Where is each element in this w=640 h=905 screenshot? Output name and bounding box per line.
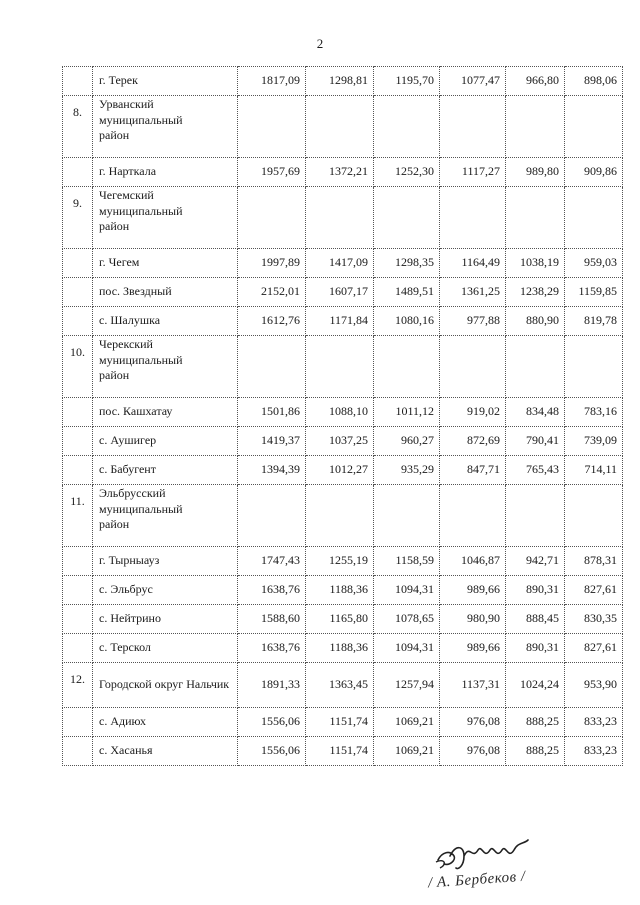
value-cell: 1069,21 xyxy=(374,737,440,766)
value-cell: 833,23 xyxy=(565,737,623,766)
value-cell: 1188,36 xyxy=(306,576,374,605)
value-cell: 872,69 xyxy=(440,427,506,456)
value-cell xyxy=(306,485,374,547)
locality-name: г. Терек xyxy=(93,67,238,96)
locality-name: с. Бабугент xyxy=(93,456,238,485)
table-row xyxy=(63,398,623,427)
value-cell: 980,90 xyxy=(440,605,506,634)
value-cell: 1117,27 xyxy=(440,158,506,187)
row-number xyxy=(63,427,93,456)
value-cell: 827,61 xyxy=(565,576,623,605)
table-row xyxy=(63,96,623,158)
value-cell: 1489,51 xyxy=(374,278,440,307)
value-cell: 827,61 xyxy=(565,634,623,663)
locality-name: с. Нейтрино xyxy=(93,605,238,634)
district-name: Эльбрусский муниципальный район xyxy=(93,485,238,547)
locality-name: пос. Кашхатау xyxy=(93,398,238,427)
value-cell: 1094,31 xyxy=(374,634,440,663)
value-cell: 989,66 xyxy=(440,634,506,663)
value-cell: 833,23 xyxy=(565,708,623,737)
value-cell: 1556,06 xyxy=(238,708,306,737)
locality-name: с. Хасанья xyxy=(93,737,238,766)
value-cell: 834,48 xyxy=(506,398,565,427)
table-body xyxy=(63,67,623,766)
table-row xyxy=(63,708,623,737)
locality-name: г. Тырныауз xyxy=(93,547,238,576)
value-cell: 1363,45 xyxy=(306,663,374,708)
table-row xyxy=(63,249,623,278)
value-cell: 1080,16 xyxy=(374,307,440,336)
value-cell: 977,88 xyxy=(440,307,506,336)
value-cell: 1417,09 xyxy=(306,249,374,278)
row-number xyxy=(63,278,93,307)
value-cell: 1394,39 xyxy=(238,456,306,485)
value-cell: 1419,37 xyxy=(238,427,306,456)
value-cell: 1817,09 xyxy=(238,67,306,96)
value-cell xyxy=(238,485,306,547)
value-cell: 1094,31 xyxy=(374,576,440,605)
value-cell xyxy=(306,96,374,158)
value-cell xyxy=(506,187,565,249)
district-name: Черекский муниципальный район xyxy=(93,336,238,398)
value-cell xyxy=(238,96,306,158)
value-cell: 1997,89 xyxy=(238,249,306,278)
value-cell: 819,78 xyxy=(565,307,623,336)
value-cell: 1069,21 xyxy=(374,708,440,737)
value-cell xyxy=(440,336,506,398)
value-cell: 1037,25 xyxy=(306,427,374,456)
row-number xyxy=(63,158,93,187)
value-cell: 1255,19 xyxy=(306,547,374,576)
district-name: Чегемский муниципальный район xyxy=(93,187,238,249)
value-cell: 1891,33 xyxy=(238,663,306,708)
value-cell: 1238,29 xyxy=(506,278,565,307)
value-cell: 1252,30 xyxy=(374,158,440,187)
value-cell: 1747,43 xyxy=(238,547,306,576)
value-cell: 935,29 xyxy=(374,456,440,485)
value-cell xyxy=(374,96,440,158)
locality-name: с. Терскол xyxy=(93,634,238,663)
value-cell: 989,80 xyxy=(506,158,565,187)
value-cell: 1011,12 xyxy=(374,398,440,427)
value-cell: 942,71 xyxy=(506,547,565,576)
table-row xyxy=(63,307,623,336)
value-cell: 1638,76 xyxy=(238,634,306,663)
value-cell xyxy=(565,96,623,158)
value-cell: 1501,86 xyxy=(238,398,306,427)
district-name: Урванский муниципальный район xyxy=(93,96,238,158)
value-cell: 830,35 xyxy=(565,605,623,634)
value-cell: 976,08 xyxy=(440,737,506,766)
value-cell: 1957,69 xyxy=(238,158,306,187)
value-cell: 1257,94 xyxy=(374,663,440,708)
value-cell: 880,90 xyxy=(506,307,565,336)
value-cell: 783,16 xyxy=(565,398,623,427)
value-cell: 1298,81 xyxy=(306,67,374,96)
table-row xyxy=(63,576,623,605)
value-cell: 790,41 xyxy=(506,427,565,456)
table-row xyxy=(63,737,623,766)
locality-name: пос. Звездный xyxy=(93,278,238,307)
value-cell xyxy=(238,187,306,249)
value-cell: 1372,21 xyxy=(306,158,374,187)
value-cell xyxy=(440,485,506,547)
value-cell: 1195,70 xyxy=(374,67,440,96)
row-number: 9. xyxy=(63,187,93,249)
value-cell: 989,66 xyxy=(440,576,506,605)
value-cell: 1012,27 xyxy=(306,456,374,485)
table-row xyxy=(63,485,623,547)
value-cell: 890,31 xyxy=(506,634,565,663)
value-cell: 959,03 xyxy=(565,249,623,278)
value-cell xyxy=(565,187,623,249)
signature-caption: / А. Бербеков / xyxy=(427,868,527,892)
value-cell: 1164,49 xyxy=(440,249,506,278)
value-cell: 888,25 xyxy=(506,708,565,737)
locality-name: с. Шалушка xyxy=(93,307,238,336)
row-number xyxy=(63,605,93,634)
value-cell: 1077,47 xyxy=(440,67,506,96)
value-cell: 1607,17 xyxy=(306,278,374,307)
value-cell: 953,90 xyxy=(565,663,623,708)
value-cell: 1088,10 xyxy=(306,398,374,427)
value-cell: 888,25 xyxy=(506,737,565,766)
value-cell: 765,43 xyxy=(506,456,565,485)
value-cell: 1137,31 xyxy=(440,663,506,708)
value-cell: 714,11 xyxy=(565,456,623,485)
value-cell: 878,31 xyxy=(565,547,623,576)
value-cell: 1361,25 xyxy=(440,278,506,307)
value-cell: 1612,76 xyxy=(238,307,306,336)
table-row xyxy=(63,67,623,96)
locality-name: с. Адиюх xyxy=(93,708,238,737)
value-cell xyxy=(374,187,440,249)
table-row xyxy=(63,605,623,634)
value-cell: 1188,36 xyxy=(306,634,374,663)
value-cell xyxy=(440,187,506,249)
table-row xyxy=(63,456,623,485)
value-cell: 898,06 xyxy=(565,67,623,96)
value-cell: 1158,59 xyxy=(374,547,440,576)
value-cell xyxy=(374,336,440,398)
row-number xyxy=(63,576,93,605)
value-cell xyxy=(506,336,565,398)
row-number xyxy=(63,737,93,766)
value-cell xyxy=(565,336,623,398)
value-cell: 1556,06 xyxy=(238,737,306,766)
value-cell: 1171,84 xyxy=(306,307,374,336)
locality-name: г. Нарткала xyxy=(93,158,238,187)
table-row xyxy=(63,427,623,456)
value-cell: 847,71 xyxy=(440,456,506,485)
value-cell: 909,86 xyxy=(565,158,623,187)
value-cell xyxy=(506,485,565,547)
value-cell: 1159,85 xyxy=(565,278,623,307)
table-row xyxy=(63,278,623,307)
value-cell: 890,31 xyxy=(506,576,565,605)
value-cell: 1151,74 xyxy=(306,708,374,737)
row-number xyxy=(63,708,93,737)
row-number: 11. xyxy=(63,485,93,547)
row-number xyxy=(63,398,93,427)
value-cell: 1151,74 xyxy=(306,737,374,766)
row-number xyxy=(63,307,93,336)
value-cell xyxy=(306,336,374,398)
value-cell: 966,80 xyxy=(506,67,565,96)
locality-name: с. Аушигер xyxy=(93,427,238,456)
row-number xyxy=(63,634,93,663)
table-row xyxy=(63,336,623,398)
value-cell: 919,02 xyxy=(440,398,506,427)
page-number: 2 xyxy=(316,36,324,51)
value-cell: 1298,35 xyxy=(374,249,440,278)
value-cell xyxy=(506,96,565,158)
locality-name: г. Чегем xyxy=(93,249,238,278)
row-number xyxy=(63,547,93,576)
row-number xyxy=(63,456,93,485)
row-number xyxy=(63,67,93,96)
value-cell: 1038,19 xyxy=(506,249,565,278)
value-cell xyxy=(374,485,440,547)
value-cell: 1588,60 xyxy=(238,605,306,634)
tariff-table xyxy=(62,66,623,766)
table-row xyxy=(63,158,623,187)
locality-name: Городской округ Нальчик xyxy=(93,663,238,708)
table-row xyxy=(63,547,623,576)
value-cell: 1024,24 xyxy=(506,663,565,708)
value-cell xyxy=(440,96,506,158)
table-row xyxy=(63,663,623,708)
row-number: 8. xyxy=(63,96,93,158)
value-cell: 888,45 xyxy=(506,605,565,634)
table-row xyxy=(63,187,623,249)
row-number: 10. xyxy=(63,336,93,398)
locality-name: с. Эльбрус xyxy=(93,576,238,605)
value-cell: 960,27 xyxy=(374,427,440,456)
value-cell: 976,08 xyxy=(440,708,506,737)
value-cell xyxy=(565,485,623,547)
value-cell xyxy=(306,187,374,249)
value-cell: 739,09 xyxy=(565,427,623,456)
table-row xyxy=(63,634,623,663)
value-cell xyxy=(238,336,306,398)
value-cell: 1165,80 xyxy=(306,605,374,634)
value-cell: 1078,65 xyxy=(374,605,440,634)
row-number xyxy=(63,249,93,278)
row-number: 12. xyxy=(63,663,93,708)
value-cell: 1638,76 xyxy=(238,576,306,605)
value-cell: 1046,87 xyxy=(440,547,506,576)
value-cell: 2152,01 xyxy=(238,278,306,307)
